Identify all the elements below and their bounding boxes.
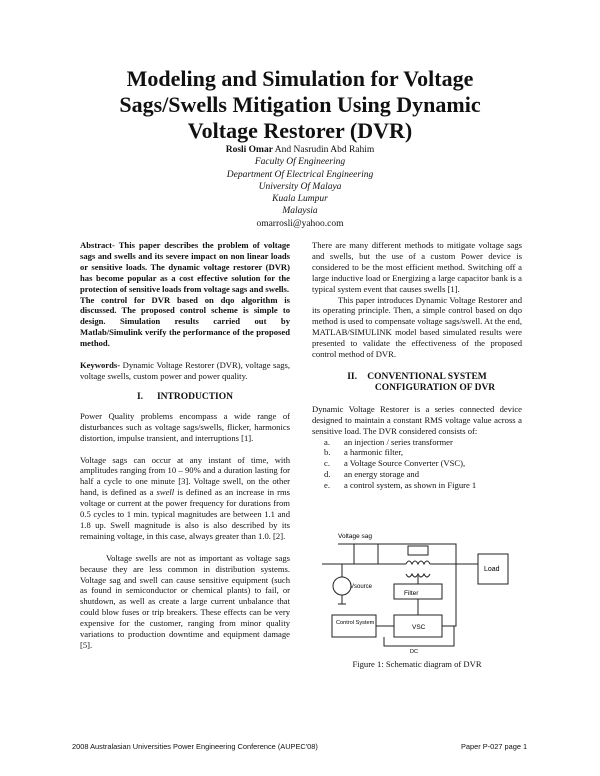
intro-paragraph-3: Voltage swells are not as important as voltage sags because they are less common in distribution systems. Voltage sag and swell can cause sensitive equipment (such as found in semiconductor or chemical plants) to fail, or shutdown, as well as create a large current unbalance that could blow fuses or trip breakers. These effects can be very expensive for the customer, ranging from minor quality variations to production downtime and equipment damage [5]. xyxy=(80,552,290,650)
footer-page-number: Paper P-027 page 1 xyxy=(461,742,528,751)
right-paragraph-2: This paper introduces Dynamic Voltage Restorer and its operating principle. Then, a simple control based on dqo method is used to compensate voltage sags/swell. At the end, MATLAB/SIMULINK model based simulated results were presented to validate the effectiveness of the proposed control method of DVR. xyxy=(312,294,522,360)
abstract-paragraph-1: Abstract- This paper describes the problem of voltage sags and swells and its severe impact on non linear loads or sensitive loads. The dynamic voltage restorer (DVR) has become popular as a cost effective solution for the protection of sensitive loads from voltage sags and swells. xyxy=(80,240,290,294)
intro-paragraph-1: Power Quality problems encompass a wide range of disturbances such as voltage sags/swells, flicker, harmonics distortion, impulse transient, and interruptions [1]. xyxy=(80,410,290,443)
intro-p2-b: is defined as an increase in rms voltage or current at the power frequency for durations from 0.5 cycles to 1 min. typical magnitudes are between 1.1 and 1.8 up. Swell magnitude is also is also described by its remaining voltage, in this case, always greater than 1.0. [2]. xyxy=(80,487,290,541)
department: Department Of Electrical Engineering xyxy=(226,169,374,180)
sag-label-leader xyxy=(338,544,378,564)
paper-title xyxy=(90,66,510,144)
list-item-text: an injection / series transformer xyxy=(344,436,453,447)
source-circle xyxy=(333,577,351,595)
title-line-1: Modeling and Simulation for Voltage xyxy=(126,66,474,91)
section-1-heading xyxy=(80,392,290,403)
dvr-components-list xyxy=(312,437,522,492)
transformer-box xyxy=(408,546,428,555)
diagram-label-control: Control System xyxy=(336,620,375,626)
right-paragraph-1: There are many different methods to mitigate voltage sags and swells, but the use of a custom Power device is considered to be the most efficient method. Switching off a large inductive load or Energizing a large capacitor bank is a typical system event that causes swells [1]. xyxy=(312,240,522,294)
section-2-heading xyxy=(312,372,522,394)
list-item-label: c. xyxy=(324,458,330,469)
list-item-label: e. xyxy=(324,480,330,491)
list-item xyxy=(312,437,522,448)
intro-p2-em: swell xyxy=(156,487,175,498)
list-item-label: d. xyxy=(324,469,331,480)
email: omarrosli@yahoo.com xyxy=(256,218,344,229)
intro-p2-a: Voltage sags can occur at any instant of time, with amplitudes ranging from 10 – 90% and a duration lasting for half a cycle to one minute [3]. Voltage swell, on the other hand, is defined as a xyxy=(80,454,290,498)
list-item-label: a. xyxy=(324,436,330,447)
keywords-label: Keywords- xyxy=(80,360,121,371)
list-item-label: b. xyxy=(324,447,331,458)
left-column xyxy=(80,240,290,651)
diagram-label-source: Vsource xyxy=(350,584,373,590)
diagram-label-dc: DC xyxy=(410,649,419,654)
section-1-title: INTRODUCTION xyxy=(156,391,233,402)
list-item-text: a Voltage Source Converter (VSC), xyxy=(344,458,466,469)
figure-caption: Figure 1: Schematic diagram of DVR xyxy=(352,659,482,669)
list-item-text: a harmonic filter, xyxy=(344,447,404,458)
footer-conference: 2008 Australasian Universities Power Engineering Conference (AUPEC'08) xyxy=(72,742,318,751)
section-2-number: II. xyxy=(347,371,357,382)
faculty: Faculty Of Engineering xyxy=(254,157,346,168)
list-item xyxy=(312,469,522,480)
author-line xyxy=(150,144,450,156)
list-item xyxy=(312,458,522,469)
author-1: Rosli Omar xyxy=(225,145,273,155)
keywords-text: Dynamic Voltage Restorer (DVR), voltage sags, voltage swells, custom power and power quality. xyxy=(80,360,290,381)
right-column xyxy=(312,240,522,491)
diagram-label-load: Load xyxy=(484,566,500,573)
intro-paragraph-2 xyxy=(80,455,290,542)
diagram-label-vsc: VSC xyxy=(412,624,426,631)
dvr-schematic-diagram xyxy=(318,524,514,654)
title-line-2: Sags/Swells Mitigation Using Dynamic xyxy=(119,92,481,117)
abstract-paragraph-2: The control for DVR based on dqo algorithm is discussed. The proposed control scheme is simple to design. Simulation results carried out by Matlab/Simulink verify the performance of the proposed method. xyxy=(80,294,290,349)
section-1-number: I. xyxy=(136,391,144,402)
diagram-label-filter: Filter xyxy=(404,590,419,597)
title-line-3: Voltage Restorer (DVR) xyxy=(187,118,413,143)
section-2-title-line-1: CONVENTIONAL SYSTEM xyxy=(367,371,487,382)
university: University Of Malaya xyxy=(258,181,342,192)
author-block xyxy=(150,144,450,230)
list-item xyxy=(312,447,522,458)
section-2-title-line-2: CONFIGURATION OF DVR xyxy=(374,382,496,393)
list-item-text: a control system, as shown in Figure 1 xyxy=(344,480,477,491)
list-item xyxy=(312,480,522,491)
diagram-label-sag: Voltage sag xyxy=(338,533,372,540)
country: Malaysia xyxy=(282,206,318,217)
author-2: Nasrudin Abd Rahim xyxy=(293,145,375,155)
city: Kuala Lumpur xyxy=(272,194,328,205)
transformer-primary xyxy=(406,561,430,564)
keywords xyxy=(80,360,290,382)
author-separator: And xyxy=(272,145,294,155)
section-2-paragraph-1: Dynamic Voltage Restorer is a series connected device designed to maintain a constant RMS voltage value across a sensitive load. The DVR considered consists of: xyxy=(312,403,522,436)
control-system-box xyxy=(332,615,376,637)
list-item-text: an energy storage and xyxy=(344,469,420,480)
